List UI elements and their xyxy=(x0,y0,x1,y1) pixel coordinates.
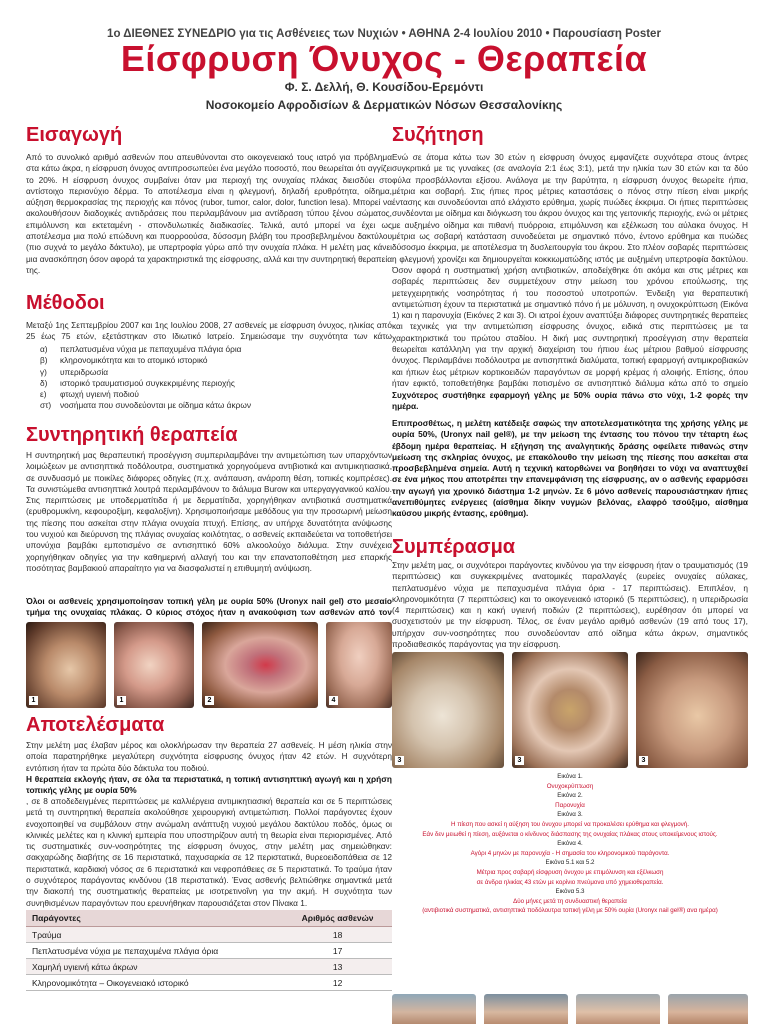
caption-line: σε άνδρα ηλικίας 43 ετών με κορίνιο πνεύμονα υπό χημειοθεραπεία. xyxy=(476,878,664,886)
caption-line: Εικόνα 4. xyxy=(557,840,583,848)
caption-line: Η πίεση που ασκεί η αύξηση του όνυχου μπορεί να προκαλέσει ερύθημα και φλεγμονή. xyxy=(451,820,689,828)
conclusion-text: Στην μελέτη μας, οι συχνότεροι παράγοντες κινδύνου για την είσφρυση ήταν ο τραυματισμός (19 περιπτώσεις) και συγκεκριμένες ανατομικές παραλλαγές (ευρείες ονυχαίες αύλακες, πεπλατυσμένο νύχια με πεπαχυσμένα πλάγια όρια - 17 περιπτώσεις). Επιπλέον, η κληρονομικότητα (7 περιπτώσεις) και το οικογενειακό ιστορικό (5 περιπτώσεις), η υπεριδρωσία (4 περιπτώσεις) και η κακή υγιεινή ποδιών (2 περιπτώσεις), ευρέθησαν ότι μπορεί να συσχετιστούν με την είσφρυση. Τέλος, σε έναν μεγάλο αριθμό ασθενών (19 από τους 17), υπήρχαν συν-νοσηρότητες που συνοδεύονταν από οίδημα κάτω άκρων, σημαντικός προδιαθεσικός παράγοντας για την είσφρυση. xyxy=(392,560,748,650)
photo-number: 3 xyxy=(639,756,648,765)
caption-line: Δύο μήνες μετά τη συνδυαστική θεραπεία xyxy=(513,897,627,905)
clinical-photo xyxy=(512,652,628,768)
caption-line: (αντιβιοτικά συστηματικά, αντισηπτικά ποδόλουτρα τοπική γέλη με 50% ουρία (Uronyx nail gel®) ανα ημέρα) xyxy=(422,907,718,915)
table-header-row xyxy=(26,910,392,927)
table-cell-factor: Τραύμα xyxy=(26,927,283,943)
authors: Φ. Σ. Δελλή, Θ. Κουσίδου-Ερεμόντι xyxy=(284,80,484,94)
caption-line: Ονυχοκρύπτωση xyxy=(546,782,594,790)
clinical-photo xyxy=(392,652,504,768)
methods-list xyxy=(26,344,251,412)
clinical-photo xyxy=(326,622,392,708)
list-item: γ) υπεριδρωσία xyxy=(40,366,109,377)
clinical-photo xyxy=(392,994,476,1024)
table-cell-factor: Χαμηλή υγιεινή κάτω άκρων xyxy=(26,959,283,975)
table-cell-count: 13 xyxy=(283,959,392,975)
caption-line: Εικόνα 5.1 και 5.2 xyxy=(545,859,595,867)
clinical-photo xyxy=(202,622,318,708)
caption-line: Αγόρι 4 μηνών με παρονυχία - Η σημασία του κληρονομικού παράγοντα. xyxy=(470,849,670,857)
photo-number: 1 xyxy=(117,696,126,705)
factors-table xyxy=(26,910,392,991)
photo-number: 4 xyxy=(329,696,338,705)
results-text-a: Στην μελέτη μας έλαβαν μέρος και ολοκλήρωσαν την θεραπεία 27 ασθενείς. Η μέση ηλικία στην οποία παρατηρήθηκε μεγαλύτερη συχνότητα είσφρυσης όνυχος ήταν 42 ετών. Η συχνότερη εντόπιση ήταν τα πρώτα δύο δάκτυλα του ποδιού. xyxy=(26,740,392,773)
list-item: β) κληρονομικότητα και το ατομικό ιστορικό xyxy=(40,355,208,366)
results-text-c: , σε 8 αποδεδειγμένες περιπτώσεις με καλλιέργεια αντιμικητιασική θεραπεία και σε 5 περιπτώσεις μετά τη συντηρητική θεραπεία ακολούθησε χειρουργική αντιμετώπιση. Πολλοί παράγοντες έχουν ενοχοποιηθεί να συμβάλουν στην ανώμαλη ανάπτυξη νυχιού μεγάλου δακτύλου ποδός, όμως οι κλινικές μελέτες και η κλινική εμπειρία που υποστηρίζουν αυτή τη θεωρία είναι περιορισμένες. Από τις συστηματικές συν-νοσηρότητες της είσφρυση όνυχος, στην μελέτη μας σημειώθηκαν: σακχαρώδης διαβήτης σε 16 περιστατικά, παχυσαρκία σε 12 περιστατικά, θυρεοειδοπάθεια σε 12 περιστατικά, καρδιακή νόσος σε 6 περιστατικά και νεφροπάθειες σε 5 περιστατικά. Το τραύμα ήταν ο συχνότερος παράγοντας κινδύνου (18 περιστατικά). Ένας ασθενής βελτιώθηκε σημαντικά μετά την διακοπή της συστηματικής θεραπείας με ισοτρετινοΐνη για την ακμή. Η συχνότητα των συνηθισμένων παραγόντων που ερευνήθηκαν παρουσιάζεται στον Πίνακα 1. xyxy=(26,796,392,908)
photo-number: 2 xyxy=(205,696,214,705)
poster-title: Είσφρυση Όνυχος - Θεραπεία xyxy=(120,38,648,79)
photo-number: 3 xyxy=(515,756,524,765)
poster-header xyxy=(0,0,768,118)
photo-number: 1 xyxy=(29,696,38,705)
table-cell-count: 17 xyxy=(283,943,392,959)
caption-line: Εικόνα 1. xyxy=(557,773,583,780)
caption-line: Εικόνα 3. xyxy=(557,811,583,819)
clinical-photo xyxy=(636,652,748,768)
table-row xyxy=(26,927,392,943)
discussion-emphasis: Συχνότερος συστήθηκε εφαρμογή γέλης με 50% ουρία πάνω στο νύχι, 1-2 φορές την ημέρα. xyxy=(392,390,748,412)
table-row xyxy=(26,975,392,991)
table-row xyxy=(26,959,392,975)
caption-line: Εάν δεν μειωθεί η πίεση, αυξάνεται ο κίνδυνος διάσπασης της ονυχαίας πλάκας στους υποκείμενους ιστούς. xyxy=(422,830,718,838)
clinical-photo xyxy=(484,994,568,1024)
results-emphasis: Η θεραπεία εκλογής ήταν, σε όλα τα περιστατικά, η τοπική αντισηπτική αγωγή και η χρήση τοπικής γέλης με ουρία 50% xyxy=(26,774,392,796)
intro-heading: Εισαγωγή xyxy=(26,124,123,146)
caption-line: Μέτρια προς σοβαρή είσφρυση όνυχου με επιμόλυνση και εξέλκωση xyxy=(476,868,664,876)
table-cell-count: 12 xyxy=(283,975,392,991)
caption-line: Εικόνα 2. xyxy=(557,792,583,800)
list-item: δ) ιστορικό τραυματισμού συγκεκριμένης περιοχής xyxy=(40,377,235,388)
list-item: ε) φτωχή υγιεινή ποδιού xyxy=(40,389,139,400)
discussion-text-c: Επιπροσθέτως, η μελέτη κατέδειξε σαφώς την αποτελεσματικότητα της χρήσης γέλης με ουρία 50%, (Uronyx nail gel®), με την μείωση της έντασης του πόνου την τέταρτη έως έβδομη ημέρα θεραπείας. Η εξήγηση της αναλγητικής δράσης οφείλετε πιθανώς στην μείωση της σκληρίας όνυχος, με επακόλουθο την μείωση της πίεσης που ασκείται στα προσβεβλημένα σημεία. Αυτή η τεχνική κατορθώνει να βοηθήσει το νύχι να αναπτυχθεί σε ένα μήκος που αποτρέπει την επανεμφάνιση της είσφρυσης, αν ο ασθενής εφαρμόσει την αγωγή για χρονικό διάστημα 1-2 μηνών. Σε 6 μόνο ασθενείς παρουσιάστηκαν ήπιες ανεπιθύμητες ενέργειες (αίσθημα δίκην νυγμών βελόνας, ελαφρό τσούξιμο, αίσθημα καύσου μικρής έντασης, ερύθημα). xyxy=(392,418,748,519)
list-item: στ) νοσήματα που συνοδεύονται με οίδημα κάτω άκρων xyxy=(40,400,251,411)
conference-line: 1ο ΔΙΕΘΝΕΣ ΣΥΝΕΔΡΙΟ για τις Ασθένειες των Νυχιών • ΑΘΗΝΑ 2-4 Ιουλίου 2010 • Παρουσίαση Poster xyxy=(107,28,661,40)
table-header-count: Αριθμός ασθενών xyxy=(283,910,392,927)
conclusion-heading: Συμπέρασμα xyxy=(392,536,516,558)
conservative-heading: Συντηρητική θεραπεία xyxy=(26,424,238,446)
caption-line: Παρονυχία xyxy=(555,801,585,809)
list-item: α) πεπλατυσμένα νύχια με πεπαχυμένα πλάγια όρια xyxy=(40,344,242,354)
table-cell-factor: Κληρονομικότητα – Οικογενειακό ιστορικό xyxy=(26,975,283,991)
conservative-emphasis: Όλοι οι ασθενείς χρησιμοποίησαν τοπική γέλη με ουρία 50% (Uronyx nail gel) στο μεσαίο τμήμα της ονυχαίας πλάκας. Ο κύριος στόχος ήταν η ανακούφιση των ασθενών από τον xyxy=(26,596,392,618)
photo-number: 3 xyxy=(395,756,404,765)
results-heading: Αποτελέσματα xyxy=(26,714,165,736)
methods-heading: Μέθοδοι xyxy=(26,292,105,314)
discussion-text-a: Ενώ σε άτομα κάτω των 30 ετών η είσφρυση όνυχος εμφανίζετε συχνότερα στους άντρες συγκριτικά με τις γυναίκες (σε αναλογία 2:1 έως 3:1), μετά την ηλικία των 30 ετών και τα δύο φύλα προσβάλλονται εξίσου. Ανάλογα με την βαρύτητα, η είσφρυση όνυχος θεωρείτε ήπια, μέτρια και σοβαρή. Στις ήπιες προς μέτριες καταστάσεις ο πόνος στην πίεση είναι μικρής έντασης και συνοδεύονται από ελάχιστο ερύθημα, χωρίς πυώδες έκκριμα. Οι ήπιες περιπτώσεις συνδέονται με οίδημα και διόγκωση του άκρου όνυχος και της γειτονικής περιοχής, ενώ οι μέτριες με αυξημένο οίδημα και πιθανή πυόρροια, επιμόλυνση και εξέλκωση του αύλακα όνυχος. Η μέτρια ως σοβαρή κατάσταση συνοδεύεται με σημαντικό πόνο, έντονο ερύθημα και πυώδες δύσοσμο έκκριμα, με αποτέλεσμα τη δυσλειτουργία του άκρου. Στο πλέον σοβαρές περιπτώσεις η φλεγμονή χρονίζει και δημιουργείται κοκκιωματώδης ιστός με αυξημένη υπερτροφία δακτύλου. Όσον αφορά η συστηματική χρήση αντιβιοτικών, αποδείχθηκε ότι ακόμα και στις μέτριες και σοβαρές περιπτώσεις δεν συμμετέχουν στην μείωση του χρόνου επούλωσης, της μετεγχειρητικής νοσηρότητας ή του ποσοστού υποτροπών. Ένδειξη για θεραπευτική αντιμετώπιση έχουν τα περιστατικά με σημαντικό πόνο ή με μόλυνση, η ονυχοκρύπτωση (Εικόνα 1) και η παρονυχία (Εικόνες 2 και 3). Οι ιατροί έχουν αναπτύξει διάφορες συντηρητικές θεραπείες και τεχνικές για την αντιμετώπιση είσφρυσης όνυχος, ειδικά στις περιπτώσεις με τα χαρακτηριστικά του πρώτου σταδίου. Η δική μας συντηρητική προσέγγιση στην θεραπεία θεωρείται κατάλληλη για την αρχική διαχείριση του ήπιου έως μέτριου βαθμού είσφρυσης όνυχος. Περιλαμβάνει ποδόλουτρα με αντισηπτικά διαλύματα, τοπική εφαρμογή αντιμικροβιακών και ήπιων έως μέτριων κορτικοειδών παραγόντων σε μορφή κρέμας ή αλοιφής. Επίσης, όπου ήταν εφικτό, τοποθετήθηκε βαμβάκι ποτισμένο σε αντισηπτικό διάλυμα κάτω από το σημείο xyxy=(392,152,748,388)
clinical-photo xyxy=(576,994,660,1024)
discussion-heading: Συζήτηση xyxy=(392,124,484,146)
figure-captions xyxy=(392,772,748,916)
methods-text: Μεταξύ 1ης Σεπτεμβρίου 2007 και 1ης Ιουλίου 2008, 27 ασθενείς με είσφρυση όνυχος, ηλικίας από 25 έως 75 ετών, εξετάστηκαν στο Ιδιωτικό Ιατρείο. Σημειώσαμε την συχνότητα των κάτω xyxy=(26,320,392,342)
factors-table-wrapper xyxy=(26,910,392,1024)
clinical-photo xyxy=(668,994,748,1024)
institution: Νοσοκομείο Αφροδισίων & Δερματικών Νόσων Θεσσαλονίκης xyxy=(205,98,563,112)
intro-text: Από το συνολικό αριθμό ασθενών που απευθύνονται στο οικογενειακό τους ιατρό για πρόβλημα στα κάτω άκρα, η είσφρυση όνυχος αντιπροσωπεύει ένα μεγάλο ποσοστό, που θεωρείται ότι αγγίζει το 20%. Η είσφρυση όνυχος συμβαίνει όταν μια περιοχή της ονυχαίας πλάκας διεισδύει στο αντίστοιχο περιονύχιο δέρμα. Το αποτέλεσμα είναι η φλεγμονή, δηλαδή ερυθρότητα, οίδημα, αύξηση θερμοκρασίας της περιοχής και πόνος (rubor, tumor, calor, dolor, function lesa). Μπορεί να ακολουθήσουν διαδοχικές αντιδράσεις που περιλαμβάνουν μια αντίδραση τύπου ξένου σώματος, επιμόλυνση και εκτεταμένη - σπονδυλωτικές διαδικασίες. Τελικά, αυτό μπορεί να έχει ως αποτέλεσμα μια πολύ επώδυνη και πυορροούσα, δύσοσμη βλάβη του προσβεβλημένου δακτύλου (πιο συχνά το μεγάλο δάκτυλο), με υπερτροφία γύρω από την ονυχαία πλάκα. Η μελέτη μας κάνει μια ανασκόπηση όσον αφορά τα χαρακτηριστικά της είσφρυσης, αλλά και την συντηρητική θεραπεία της. xyxy=(26,152,392,275)
table-header-factor: Παράγοντες xyxy=(26,910,283,927)
conservative-text: Η συντηρητική μας θεραπευτική προσέγγιση συμπεριλαμβάνει την αντιμετώπιση των υπαρχόντων λοιμώξεων με αντισηπτικά ποδόλουτρα, συστηματικά χορηγούμενα αντιβιοτικά και αντιμικητιασικά, σε συνδυασμό με ποικίλες διάφορες οδηγίες (π.χ. ανάπαυση, ανάροπη θέση, τοπικές κομπρέσες). Τα συνιστώμεθα αντισηπτικά λουτρά περιλαμβάνουν το διάλυμα Burow και υπεργαγγανικού καλίου. Στις περιπτώσεις με υποδερματίτιδα ή με δερματίτιδα, χορηγήθηκαν αντιβιοτικά συστηματικά (ερυθρομυκίνη, κεφουροξίμη, κεφαλοξίνη). Χρησιμοποιήσαμε μεθόδους για την προσωρινή μείωση της πίεσης που ασκείται στην πλάγια ονυχαία πτυχή. Επίσης, αν υπήρχε δυνατότητα ανύψωσης του νυχιού και διεύρυνση της πλάγιας ονυχαίας κοιλότητας, ο ασθενείς εκπαιδεύεται να τοποθετήσει υπονύχια βαμβάκι εμποτισμένο σε αντισηπτικό 60% αλκοολούχο διάλυμα. Στην συνέχεια χορηγήθηκαν οδηγίες για την καθημερινή αλλαγή του και την επανατοποθέτηση μεσ επαρκής ποσότητας βαμβακιού απαραίτητο για να διασφαλιστεί η επιθυμητή ανύψωση. xyxy=(26,450,392,573)
clinical-photo xyxy=(26,622,106,708)
table-cell-factor: Πεπλατυσμένα νύχια με πεπαχυμένα πλάγια όρια xyxy=(26,943,283,959)
table-row xyxy=(26,943,392,959)
clinical-photo xyxy=(114,622,194,708)
caption-line: Εικόνα 5.3 xyxy=(555,888,585,896)
table-cell-count: 18 xyxy=(283,927,392,943)
